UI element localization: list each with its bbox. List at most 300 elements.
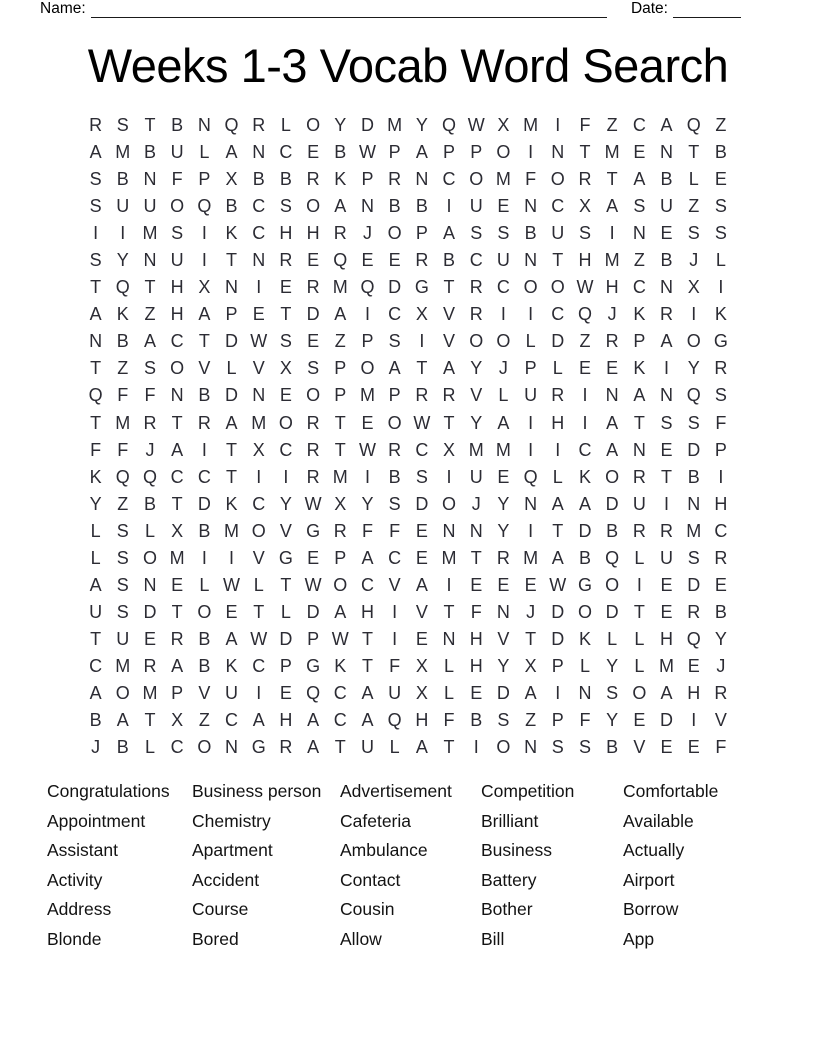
grid-cell-r22c24: R — [714, 683, 728, 703]
grid-cell-r12c22: S — [660, 412, 673, 433]
grid-cell-r15c20: D — [605, 493, 619, 514]
word-list-item: Available — [623, 810, 694, 831]
grid-cell-r8c23: I — [691, 304, 697, 325]
grid-cell-r11c10: P — [334, 385, 347, 406]
grid-cell-r1c15: W — [467, 115, 485, 136]
grid-cell-r3c17: F — [525, 169, 537, 190]
word-list-item: Ambulance — [340, 840, 428, 860]
grid-cell-r7c20: H — [605, 277, 619, 298]
grid-cell-r17c11: A — [361, 547, 374, 568]
grid-cell-r3c3: N — [143, 169, 157, 190]
grid-cell-r2c14: P — [443, 142, 456, 163]
grid-cell-r19c23: R — [687, 601, 701, 622]
grid-cell-r20c10: W — [331, 628, 349, 649]
grid-cell-r17c6: I — [229, 547, 235, 568]
grid-cell-r10c14: A — [443, 358, 456, 379]
grid-cell-r24c13: A — [415, 737, 428, 758]
grid-cell-r9c12: S — [388, 331, 401, 352]
word-list-column-2 — [192, 777, 340, 954]
grid-cell-r20c11: T — [361, 628, 373, 649]
grid-cell-r8c5: A — [198, 304, 211, 325]
grid-cell-r5c23: S — [687, 223, 700, 244]
grid-cell-r22c21: O — [632, 683, 647, 703]
grid-cell-r15c15: J — [471, 493, 481, 514]
grid-cell-r24c19: S — [578, 737, 591, 758]
grid-cell-r5c19: S — [578, 223, 591, 244]
grid-cell-r16c2: S — [116, 520, 129, 541]
grid-cell-r9c21: P — [633, 331, 646, 352]
grid-cell-r14c24: I — [718, 466, 724, 487]
grid-cell-r14c3: Q — [142, 466, 157, 487]
grid-cell-r9c6: D — [225, 331, 239, 352]
grid-cell-r1c19: F — [579, 115, 591, 136]
word-list-item: Allow — [340, 928, 382, 949]
grid-cell-r19c15: F — [470, 601, 482, 622]
grid-cell-r4c5: Q — [197, 196, 212, 217]
grid-cell-r16c20: B — [606, 520, 619, 541]
grid-cell-r24c16: O — [496, 737, 511, 758]
word-list-item: Cousin — [340, 899, 395, 919]
grid-cell-r12c6: A — [225, 412, 238, 433]
grid-cell-r11c3: F — [144, 385, 156, 406]
grid-cell-r17c16: R — [496, 547, 510, 568]
grid-cell-r19c12: I — [392, 601, 398, 622]
grid-cell-r12c12: O — [387, 412, 402, 433]
grid-cell-r15c7: C — [252, 493, 266, 514]
grid-cell-r15c2: Z — [117, 493, 129, 514]
grid-cell-r11c1: Q — [88, 385, 103, 406]
grid-cell-r17c13: E — [415, 547, 428, 568]
grid-cell-r22c17: A — [524, 683, 537, 703]
grid-cell-r14c9: R — [306, 466, 320, 487]
grid-cell-r8c17: I — [528, 304, 534, 325]
grid-cell-r17c10: P — [334, 547, 347, 568]
word-list-item: Airport — [623, 869, 675, 890]
grid-cell-r9c16: O — [496, 331, 511, 352]
grid-cell-r7c6: N — [225, 277, 239, 298]
word-list-item: Accident — [192, 869, 260, 890]
grid-cell-r3c16: M — [495, 169, 511, 190]
grid-cell-r4c11: N — [360, 196, 374, 217]
grid-cell-r3c19: R — [578, 169, 592, 190]
grid-cell-r10c24: R — [714, 358, 728, 379]
grid-cell-r6c13: R — [415, 250, 429, 271]
grid-cell-r11c20: N — [605, 385, 619, 406]
name-date-row — [40, 0, 741, 18]
grid-cell-r6c4: U — [170, 250, 184, 271]
grid-cell-r14c18: L — [552, 466, 563, 487]
grid-cell-r1c23: Q — [686, 115, 701, 136]
grid-cell-r20c16: V — [497, 628, 510, 649]
grid-cell-r15c10: X — [334, 493, 347, 514]
grid-cell-r5c18: U — [551, 223, 565, 244]
grid-cell-r9c2: B — [116, 331, 129, 352]
grid-cell-r4c14: I — [446, 196, 452, 217]
grid-cell-r23c5: Z — [198, 710, 210, 731]
word-list-item: Appointment — [47, 810, 146, 831]
grid-cell-r11c18: R — [551, 385, 565, 406]
grid-cell-r8c4: H — [170, 304, 184, 325]
grid-cell-r20c20: L — [607, 628, 618, 649]
grid-cell-r11c17: U — [524, 385, 538, 406]
grid-cell-r20c6: A — [225, 628, 238, 649]
grid-cell-r15c9: W — [304, 493, 322, 514]
grid-cell-r8c13: X — [415, 304, 428, 325]
grid-cell-r13c1: F — [90, 439, 102, 460]
grid-cell-r16c5: B — [198, 520, 211, 541]
grid-cell-r5c9: H — [306, 223, 320, 244]
grid-cell-r5c5: I — [201, 223, 207, 244]
grid-cell-r19c20: D — [605, 601, 619, 622]
grid-cell-r15c13: D — [415, 493, 429, 514]
grid-cell-r11c2: F — [117, 385, 129, 406]
grid-cell-r13c15: M — [468, 439, 484, 460]
grid-cell-r21c22: M — [659, 655, 675, 676]
grid-cell-r8c16: I — [500, 304, 506, 325]
grid-cell-r15c11: Y — [361, 493, 374, 514]
grid-cell-r16c9: G — [306, 520, 321, 541]
grid-cell-r18c20: O — [605, 574, 620, 595]
grid-cell-r7c4: H — [170, 277, 184, 298]
grid-cell-r19c9: D — [306, 601, 320, 622]
grid-cell-r16c13: E — [415, 520, 428, 541]
grid-cell-r18c1: A — [89, 574, 102, 595]
grid-cell-r19c4: T — [171, 601, 183, 622]
grid-cell-r24c12: L — [389, 737, 400, 758]
grid-cell-r14c20: O — [605, 466, 620, 487]
grid-cell-r2c8: C — [279, 142, 293, 163]
word-list-column-4 — [481, 777, 623, 954]
grid-cell-r2c16: O — [496, 142, 511, 163]
word-list-item: Congratulations — [47, 781, 170, 801]
grid-cell-r16c24: C — [714, 520, 728, 541]
grid-cell-r7c9: R — [306, 277, 320, 298]
grid-cell-r21c6: K — [225, 655, 238, 676]
grid-cell-r1c8: L — [280, 115, 291, 136]
grid-cell-r16c19: D — [578, 520, 592, 541]
grid-cell-r10c22: I — [664, 358, 670, 379]
grid-cell-r13c22: E — [660, 439, 673, 460]
grid-cell-r6c19: H — [578, 250, 592, 271]
grid-cell-r21c13: X — [415, 655, 428, 676]
grid-cell-r16c22: R — [660, 520, 674, 541]
grid-cell-r13c7: X — [252, 439, 265, 460]
grid-cell-r2c19: T — [579, 142, 591, 163]
grid-cell-r12c19: I — [582, 412, 588, 433]
grid-cell-r11c8: E — [279, 385, 292, 406]
grid-cell-r13c5: I — [201, 439, 207, 460]
grid-cell-r5c22: E — [660, 223, 673, 244]
grid-cell-r18c16: E — [497, 574, 510, 595]
grid-cell-r9c10: Z — [334, 331, 346, 352]
name-blank-line[interactable] — [91, 1, 607, 18]
word-list-item: Bill — [481, 928, 505, 949]
grid-cell-r1c16: X — [497, 115, 510, 136]
grid-cell-r9c20: R — [605, 331, 619, 352]
grid-cell-r20c9: P — [307, 628, 320, 649]
grid-cell-r3c9: R — [306, 169, 320, 190]
grid-cell-r19c18: D — [551, 601, 565, 622]
grid-cell-r23c14: F — [443, 710, 455, 731]
grid-cell-r24c22: E — [660, 737, 673, 758]
grid-cell-r6c22: B — [660, 250, 673, 271]
grid-cell-r16c10: R — [333, 520, 347, 541]
grid-cell-r16c18: T — [552, 520, 564, 541]
grid-cell-r6c12: E — [388, 250, 401, 271]
date-blank-line[interactable] — [673, 1, 741, 18]
grid-cell-r6c5: I — [201, 250, 207, 271]
grid-cell-r23c18: P — [551, 710, 564, 731]
grid-cell-r24c21: V — [633, 737, 646, 758]
grid-cell-r7c21: C — [632, 277, 646, 298]
grid-cell-r12c18: H — [551, 412, 565, 433]
grid-cell-r7c23: X — [687, 277, 700, 298]
grid-cell-r21c23: E — [687, 655, 700, 676]
grid-cell-r12c3: R — [143, 412, 157, 433]
grid-cell-r10c3: S — [143, 358, 156, 379]
grid-cell-r11c6: D — [225, 385, 239, 406]
grid-cell-r22c19: N — [578, 683, 592, 703]
word-list-item: Actually — [623, 840, 685, 860]
grid-cell-r20c3: E — [143, 628, 156, 649]
grid-cell-r18c21: I — [636, 574, 642, 595]
grid-cell-r9c19: Z — [579, 331, 591, 352]
grid-cell-r2c21: E — [633, 142, 646, 163]
grid-cell-r13c13: C — [415, 439, 429, 460]
grid-cell-r17c23: S — [687, 547, 700, 568]
grid-cell-r18c15: E — [470, 574, 483, 595]
grid-cell-r20c19: K — [578, 628, 591, 649]
grid-cell-r22c11: A — [361, 683, 374, 703]
grid-cell-r20c12: I — [392, 628, 398, 649]
grid-cell-r22c1: A — [89, 683, 102, 703]
grid-cell-r17c2: S — [116, 547, 129, 568]
grid-cell-r14c13: S — [415, 466, 428, 487]
grid-cell-r24c6: N — [225, 737, 239, 758]
grid-cell-r9c22: A — [660, 331, 673, 352]
grid-cell-r22c10: C — [333, 683, 347, 703]
grid-cell-r12c9: R — [306, 412, 320, 433]
grid-cell-r20c21: L — [634, 628, 645, 649]
grid-cell-r10c17: P — [524, 358, 537, 379]
grid-cell-r22c15: E — [470, 683, 483, 703]
grid-cell-r23c10: C — [333, 710, 347, 731]
grid-cell-r14c15: U — [469, 466, 483, 487]
grid-cell-r4c9: O — [306, 196, 321, 217]
grid-cell-r7c1: T — [90, 277, 102, 298]
grid-cell-r14c7: I — [256, 466, 262, 487]
grid-cell-r5c8: H — [279, 223, 293, 244]
grid-cell-r1c14: Q — [442, 115, 457, 136]
grid-cell-r17c17: M — [523, 547, 539, 568]
grid-cell-r5c17: B — [524, 223, 537, 244]
grid-cell-r10c6: L — [226, 358, 237, 379]
grid-cell-r11c12: P — [388, 385, 401, 406]
grid-cell-r3c7: B — [252, 169, 265, 190]
grid-cell-r19c17: J — [526, 601, 536, 622]
grid-cell-r24c17: N — [524, 737, 538, 758]
grid-cell-r11c7: N — [252, 385, 266, 406]
grid-cell-r23c11: A — [361, 710, 374, 731]
grid-cell-r20c4: R — [170, 628, 184, 649]
grid-cell-r9c24: G — [713, 331, 728, 352]
grid-cell-r15c12: S — [388, 493, 401, 514]
name-label: Name: — [40, 0, 86, 17]
grid-cell-r4c1: S — [89, 196, 102, 217]
grid-cell-r21c9: G — [306, 655, 321, 676]
grid-cell-r14c10: M — [332, 466, 348, 487]
grid-cell-r5c7: C — [252, 223, 266, 244]
grid-cell-r7c8: E — [279, 277, 292, 298]
grid-cell-r22c16: D — [496, 683, 510, 703]
grid-cell-r16c17: I — [528, 520, 534, 541]
word-list-item: Bother — [481, 899, 533, 919]
grid-cell-r20c22: H — [660, 628, 674, 649]
grid-cell-r3c14: C — [442, 169, 456, 190]
date-label: Date: — [630, 0, 668, 17]
grid-cell-r12c4: T — [171, 412, 183, 433]
grid-cell-r2c17: I — [528, 142, 534, 163]
word-list-column-1 — [47, 777, 192, 954]
grid-cell-r3c23: L — [688, 169, 699, 190]
grid-cell-r4c10: A — [334, 196, 347, 217]
grid-cell-r21c15: H — [469, 655, 483, 676]
grid-cell-r7c11: Q — [360, 277, 375, 298]
grid-cell-r6c11: E — [361, 250, 374, 271]
word-list-item: Advertisement — [340, 781, 452, 801]
grid-cell-r15c16: Y — [497, 493, 510, 514]
grid-cell-r9c18: D — [551, 331, 565, 352]
grid-cell-r6c21: Z — [633, 250, 645, 271]
grid-cell-r12c20: A — [606, 412, 619, 433]
grid-cell-r20c8: D — [279, 628, 293, 649]
grid-cell-r10c23: Y — [687, 358, 700, 379]
grid-cell-r1c18: I — [555, 115, 561, 136]
grid-cell-r3c8: B — [279, 169, 292, 190]
grid-cell-r5c10: R — [333, 223, 347, 244]
grid-cell-r1c13: Y — [415, 115, 428, 136]
grid-cell-r4c4: O — [170, 196, 185, 217]
grid-cell-r8c12: C — [388, 304, 402, 325]
grid-cell-r13c14: X — [443, 439, 456, 460]
grid-cell-r12c15: Y — [470, 412, 483, 433]
word-list-item: Business — [481, 840, 553, 860]
grid-cell-r20c5: B — [198, 628, 211, 649]
word-list-item: Cafeteria — [340, 810, 412, 831]
grid-cell-r2c13: A — [415, 142, 428, 163]
grid-cell-r20c23: Q — [686, 628, 701, 649]
grid-cell-r18c8: T — [280, 574, 292, 595]
grid-cell-r19c3: D — [143, 601, 157, 622]
grid-cell-r14c2: Q — [115, 466, 130, 487]
grid-cell-r8c2: K — [116, 304, 129, 325]
grid-cell-r12c14: T — [443, 412, 455, 433]
grid-cell-r8c11: I — [364, 304, 370, 325]
grid-cell-r19c5: O — [197, 601, 212, 622]
grid-cell-r7c17: O — [523, 277, 538, 298]
grid-cell-r22c20: S — [606, 683, 619, 703]
grid-cell-r6c1: S — [89, 250, 102, 271]
grid-cell-r10c1: T — [90, 358, 102, 379]
grid-cell-r17c18: A — [551, 547, 564, 568]
grid-cell-r23c7: A — [252, 710, 265, 731]
grid-cell-r13c8: C — [279, 439, 293, 460]
grid-cell-r8c21: K — [633, 304, 646, 325]
grid-cell-r23c24: V — [714, 710, 727, 731]
grid-cell-r23c21: E — [633, 710, 646, 731]
grid-cell-r13c24: P — [714, 439, 727, 460]
grid-cell-r8c1: A — [89, 304, 102, 325]
grid-cell-r12c7: M — [251, 412, 267, 433]
grid-cell-r14c23: B — [687, 466, 700, 487]
word-list-column-3 — [340, 777, 481, 954]
grid-cell-r5c12: O — [387, 223, 402, 244]
grid-cell-r16c14: N — [442, 520, 456, 541]
grid-cell-r13c9: R — [306, 439, 320, 460]
grid-cell-r23c9: A — [307, 710, 320, 731]
word-list-item: App — [623, 928, 655, 949]
grid-cell-r4c2: U — [116, 196, 130, 217]
grid-cell-r9c3: A — [143, 331, 156, 352]
grid-cell-r5c15: S — [470, 223, 483, 244]
grid-cell-r8c19: Q — [577, 304, 592, 325]
grid-cell-r15c8: Y — [279, 493, 292, 514]
grid-cell-r21c8: P — [279, 655, 292, 676]
grid-cell-r17c21: L — [634, 547, 645, 568]
grid-cell-r9c7: W — [250, 331, 268, 352]
grid-cell-r20c15: H — [469, 628, 483, 649]
grid-cell-r15c23: N — [687, 493, 701, 514]
word-list-item: Address — [47, 899, 112, 919]
grid-cell-r1c1: R — [89, 115, 103, 136]
grid-cell-r18c17: E — [524, 574, 537, 595]
grid-cell-r24c11: U — [360, 737, 374, 758]
grid-cell-r15c4: T — [171, 493, 183, 514]
grid-cell-r19c8: L — [280, 601, 291, 622]
grid-cell-r24c20: B — [606, 737, 619, 758]
grid-cell-r8c14: V — [443, 304, 456, 325]
grid-cell-r4c17: N — [524, 196, 538, 217]
grid-cell-r1c4: B — [171, 115, 184, 136]
grid-cell-r6c6: T — [226, 250, 238, 271]
grid-cell-r23c17: Z — [525, 710, 537, 731]
grid-cell-r18c14: I — [446, 574, 452, 595]
grid-cell-r3c15: O — [469, 169, 484, 190]
grid-cell-r3c4: F — [171, 169, 183, 190]
grid-cell-r21c3: R — [143, 655, 157, 676]
grid-cell-r21c1: C — [89, 655, 103, 676]
grid-cell-r3c24: E — [714, 169, 727, 190]
grid-cell-r13c20: A — [606, 439, 619, 460]
grid-cell-r23c16: S — [497, 710, 510, 731]
grid-cell-r21c4: A — [171, 655, 184, 676]
grid-cell-r7c22: N — [660, 277, 674, 298]
grid-cell-r22c13: X — [415, 683, 428, 703]
grid-cell-r22c12: U — [388, 683, 402, 703]
grid-cell-r13c23: D — [687, 439, 701, 460]
grid-cell-r2c18: N — [551, 142, 565, 163]
grid-cell-r17c4: M — [169, 547, 185, 568]
grid-cell-r18c11: C — [360, 574, 374, 595]
grid-cell-r24c15: I — [473, 737, 479, 758]
grid-cell-r13c6: T — [226, 439, 238, 460]
grid-cell-r1c3: T — [144, 115, 156, 136]
grid-cell-r19c10: A — [334, 601, 347, 622]
grid-cell-r12c5: R — [197, 412, 211, 433]
grid-cell-r8c9: D — [306, 304, 320, 325]
grid-cell-r18c18: W — [549, 574, 567, 595]
grid-cell-r10c18: L — [552, 358, 563, 379]
